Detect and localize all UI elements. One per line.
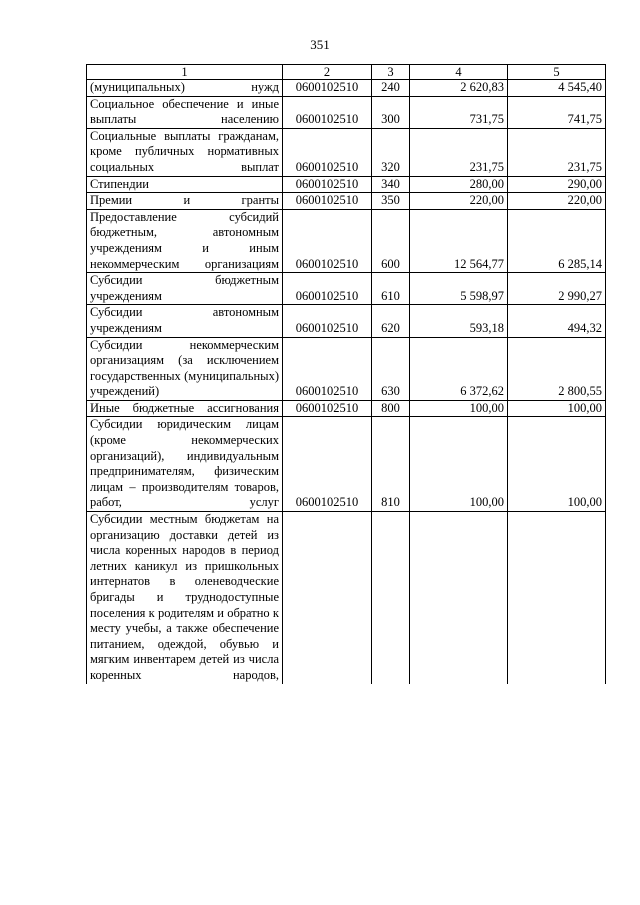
row-code: 0600102510 [283, 209, 372, 272]
budget-table [86, 64, 606, 684]
row-value-col5: 6 285,14 [508, 209, 606, 272]
table-row [87, 176, 606, 193]
header-row [87, 65, 606, 80]
row-code: 0600102510 [283, 305, 372, 337]
row-expense-type: 320 [372, 128, 410, 176]
row-expense-type: 300 [372, 96, 410, 128]
row-name: Субсидии некоммерческим организациям (за исключением государственных (муниципальных) учреждений) [87, 337, 283, 400]
table-row [87, 337, 606, 400]
table-row [87, 400, 606, 417]
table-row [87, 96, 606, 128]
row-code: 0600102510 [283, 193, 372, 210]
row-value-col4: 2 620,83 [410, 80, 508, 97]
row-value-col5: 2 800,55 [508, 337, 606, 400]
header-col-1: 1 [87, 65, 283, 80]
row-expense-type: 240 [372, 80, 410, 97]
row-value-col4: 231,75 [410, 128, 508, 176]
row-expense-type: 620 [372, 305, 410, 337]
header-col-4: 4 [410, 65, 508, 80]
table-row [87, 512, 606, 684]
row-name: Стипендии [87, 176, 283, 193]
row-name: Субсидии местным бюджетам на организацию доставки детей из числа коренных народов в период летних каникул из пришкольных интернатов в оленеводческие бригады и труднодоступные поселения к родителям и обратно к месту учебы, а также обеспечение питанием, одеждой, обувью и мягким инвентарем детей из числа коренных народов, [87, 512, 283, 684]
table-row [87, 193, 606, 210]
row-expense-type: 340 [372, 176, 410, 193]
row-value-col5 [508, 512, 606, 684]
row-value-col4: 6 372,62 [410, 337, 508, 400]
row-value-col5: 494,32 [508, 305, 606, 337]
row-expense-type: 800 [372, 400, 410, 417]
row-value-col4 [410, 512, 508, 684]
row-value-col4: 731,75 [410, 96, 508, 128]
page-number: 351 [310, 37, 330, 52]
row-value-col4: 593,18 [410, 305, 508, 337]
row-code [283, 512, 372, 684]
row-code: 0600102510 [283, 96, 372, 128]
row-value-col5: 220,00 [508, 193, 606, 210]
row-code: 0600102510 [283, 80, 372, 97]
row-value-col5: 231,75 [508, 128, 606, 176]
row-code: 0600102510 [283, 400, 372, 417]
row-value-col4: 100,00 [410, 400, 508, 417]
row-code: 0600102510 [283, 273, 372, 305]
row-value-col5: 2 990,27 [508, 273, 606, 305]
row-name: (муниципальных) нужд [87, 80, 283, 97]
row-value-col4: 5 598,97 [410, 273, 508, 305]
row-expense-type: 610 [372, 273, 410, 305]
row-name: Субсидии автономным учреждениям [87, 305, 283, 337]
row-name: Иные бюджетные ассигнования [87, 400, 283, 417]
row-value-col5: 100,00 [508, 400, 606, 417]
row-name: Субсидии юридическим лицам (кроме некоммерческих организаций), индивидуальным предпринимателям, физическим лицам – производителям товаров, работ, услуг [87, 417, 283, 512]
header-col-2: 2 [283, 65, 372, 80]
header-col-5: 5 [508, 65, 606, 80]
row-value-col4: 100,00 [410, 417, 508, 512]
row-expense-type: 350 [372, 193, 410, 210]
row-code: 0600102510 [283, 417, 372, 512]
row-name: Предоставление субсидий бюджетным, автономным учреждениям и иным некоммерческим организациям [87, 209, 283, 272]
row-code: 0600102510 [283, 176, 372, 193]
row-expense-type [372, 512, 410, 684]
row-expense-type: 810 [372, 417, 410, 512]
row-name: Премии и гранты [87, 193, 283, 210]
row-value-col5: 100,00 [508, 417, 606, 512]
row-expense-type: 600 [372, 209, 410, 272]
row-value-col5: 741,75 [508, 96, 606, 128]
row-code: 0600102510 [283, 337, 372, 400]
row-value-col5: 290,00 [508, 176, 606, 193]
row-value-col5: 4 545,40 [508, 80, 606, 97]
row-expense-type: 630 [372, 337, 410, 400]
table-row [87, 209, 606, 272]
table-row [87, 80, 606, 97]
row-value-col4: 220,00 [410, 193, 508, 210]
row-code: 0600102510 [283, 128, 372, 176]
table-row [87, 128, 606, 176]
row-name: Социальные выплаты гражданам, кроме публичных нормативных социальных выплат [87, 128, 283, 176]
header-col-3: 3 [372, 65, 410, 80]
row-value-col4: 12 564,77 [410, 209, 508, 272]
row-name: Социальное обеспечение и иные выплаты населению [87, 96, 283, 128]
table-row [87, 273, 606, 305]
row-name: Субсидии бюджетным учреждениям [87, 273, 283, 305]
row-value-col4: 280,00 [410, 176, 508, 193]
table-row [87, 305, 606, 337]
table-row [87, 417, 606, 512]
